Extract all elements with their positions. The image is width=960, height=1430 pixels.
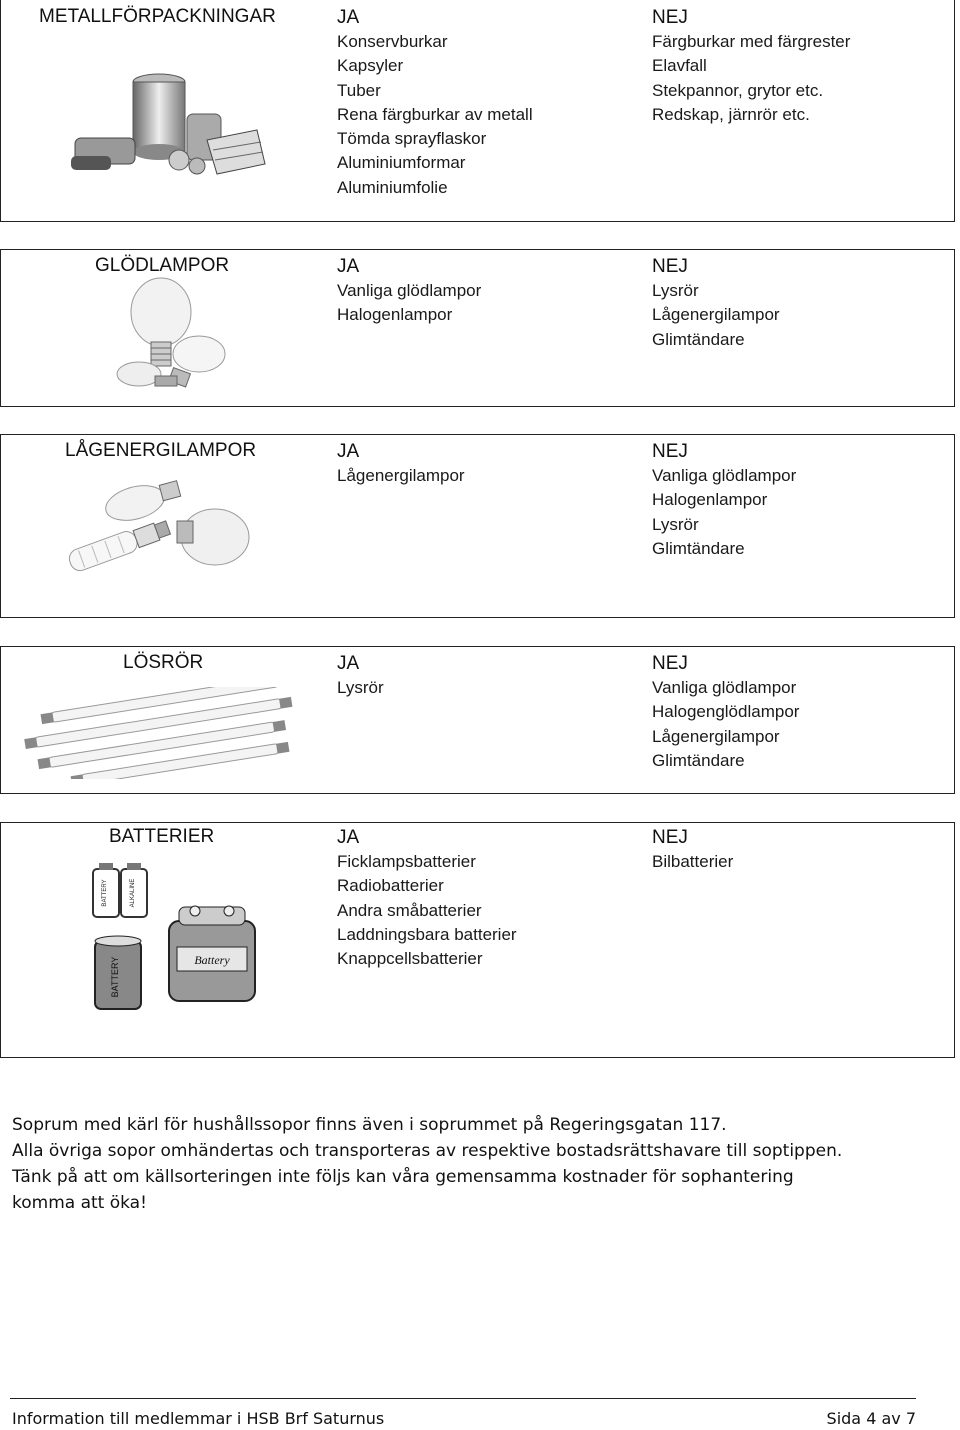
page-footer [10, 1398, 916, 1428]
ja-item: Konservburkar [337, 32, 448, 51]
nej-heading: NEJ [652, 7, 688, 28]
battery-icon [85, 861, 265, 1011]
ja-item: Rena färgburkar av metall [337, 104, 533, 124]
ja-column [337, 440, 465, 488]
ja-column [337, 6, 533, 200]
metal-packaging-icon [67, 64, 267, 179]
nej-item: Redskap, järnrör etc. [652, 104, 810, 124]
info-line: Alla övriga sopor omhändertas och transporteras av respektive bostadsrättshavare till soptippen. [12, 1141, 843, 1161]
nej-item: Vanliga glödlampor [652, 466, 797, 485]
category-title: METALLFÖRPACKNINGAR [39, 6, 276, 27]
page-number: Sida 4 av 7 [826, 1409, 916, 1428]
ja-item: Knappcellsbatterier [337, 949, 483, 969]
battery-label: BATTERY [102, 879, 108, 907]
ja-item: Lågenergilampor [337, 466, 465, 485]
info-line: komma att öka! [12, 1193, 147, 1213]
ja-item: Kapsyler [337, 56, 404, 76]
nej-item: Glimtändare [652, 538, 745, 558]
nej-item: Glimtändare [652, 750, 745, 770]
nej-column [652, 826, 733, 874]
ja-item: Radiobatterier [337, 876, 444, 896]
section-batteries [0, 822, 955, 1058]
ja-heading: JA [337, 7, 360, 28]
footer-title: Information till medlemmar i HSB Brf Saturnus [12, 1409, 385, 1428]
battery-label: ALKALINE [130, 878, 136, 908]
ja-column [337, 826, 517, 971]
section-metal [0, 0, 955, 222]
ja-item: Tuber [337, 80, 381, 100]
section-tubes [0, 646, 955, 794]
battery-label: BATTERY [110, 956, 120, 998]
light-bulb-icon [109, 274, 239, 402]
ja-item: Andra småbatterier [337, 900, 482, 920]
ja-item: Laddningsbara batterier [337, 924, 517, 944]
ja-item: Aluminiumfolie [337, 177, 448, 197]
category-title: LÅGENERGILAMPOR [65, 440, 257, 461]
nej-item: Lågenergilampor [652, 726, 780, 746]
nej-item: Lågenergilampor [652, 305, 780, 325]
nej-item: Stekpannor, grytor etc. [652, 80, 824, 100]
info-paragraph [12, 1112, 952, 1216]
ja-heading: JA [337, 653, 360, 674]
category-title: GLÖDLAMPOR [95, 255, 230, 276]
section-incandescent [0, 249, 955, 407]
ja-heading: JA [337, 441, 360, 462]
ja-heading: JA [337, 256, 360, 277]
ja-item: Lysrör [337, 678, 384, 697]
nej-column [652, 6, 850, 127]
nej-column [652, 440, 796, 561]
ja-item: Vanliga glödlampor [337, 281, 482, 300]
ja-item: Ficklampsbatterier [337, 852, 476, 871]
nej-heading: NEJ [652, 441, 688, 462]
nej-heading: NEJ [652, 827, 688, 848]
nej-item: Lysrör [652, 281, 699, 300]
section-low-energy [0, 434, 955, 618]
nej-item: Glimtändare [652, 329, 745, 349]
ja-column [337, 652, 384, 700]
category-title: BATTERIER [109, 826, 215, 847]
ja-column [337, 255, 481, 328]
battery-label: Battery [194, 953, 230, 967]
low-energy-bulb-icon [57, 475, 273, 577]
nej-column [652, 255, 780, 352]
nej-heading: NEJ [652, 653, 688, 674]
nej-item: Elavfall [652, 56, 707, 76]
nej-heading: NEJ [652, 256, 688, 277]
nej-item: Halogenlampor [652, 490, 768, 510]
nej-item: Vanliga glödlampor [652, 678, 797, 697]
ja-heading: JA [337, 827, 360, 848]
nej-column [652, 652, 799, 773]
ja-item: Aluminiumformar [337, 153, 466, 173]
info-line: Tänk på att om källsorteringen inte följs kan våra gemensamma kostnader för sophantering [12, 1167, 794, 1187]
ja-item: Tömda sprayflaskor [337, 129, 487, 149]
nej-item: Halogenglödlampor [652, 702, 800, 722]
nej-item: Lysrör [652, 514, 699, 534]
nej-item: Bilbatterier [652, 852, 734, 871]
info-line: Soprum med kärl för hushållssopor finns även i soprummet på Regeringsgatan 117. [12, 1115, 727, 1135]
fluorescent-tube-icon [15, 687, 319, 779]
ja-item: Halogenlampor [337, 305, 453, 325]
category-title: LÖSRÖR [123, 652, 204, 673]
nej-item: Färgburkar med färgrester [652, 32, 851, 51]
